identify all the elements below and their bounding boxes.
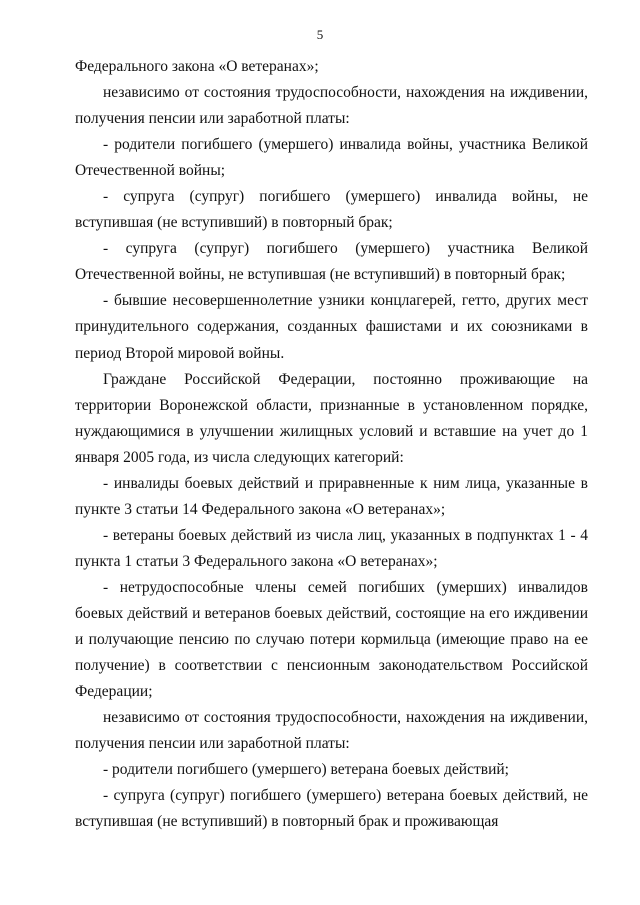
list-item: - нетрудоспособные члены семей погибших (умерших) инвалидов боевых действий и ветеранов боевых действий, состоящие на его иждивении и получающие пенсию по случаю потери кормильца (имеющие право на ее получение) в соответствии с пенсионным законодательством Российской Федерации; [75,578,588,701]
list-item: - инвалиды боевых действий и приравненные к ним лица, указанные в пункте 3 статьи 14 Федерального закона «О ветеранах»; [75,474,588,518]
paragraph: Федерального закона «О ветеранах»; [75,58,319,75]
list-item: - супруга (супруг) погибшего (умершего) участника Великой Отечественной войны, не вступившая (не вступивший) в повторный брак; [75,240,588,284]
list-item: - супруга (супруг) погибшего (умершего) инвалида войны, не вступившая (не вступивший) в повторный брак; [75,188,588,232]
list-item: - бывшие несовершеннолетние узники концлагерей, гетто, других мест принудительного содержания, созданных фашистами и их союзниками в период Второй мировой войны. [75,292,588,362]
page-number: 5 [316,27,324,42]
paragraph: независимо от состояния трудоспособности, нахождения на иждивении, получения пенсии или заработной платы: [75,84,588,128]
paragraph: Граждане Российской Федерации, постоянно проживающие на территории Воронежской области, признанные в установленном порядке, нуждающимися в улучшении жилищных условий и вставшие на учет до 1 января 2005 года, из числа следующих категорий: [75,370,588,466]
paragraph: независимо от состояния трудоспособности, нахождения на иждивении, получения пенсии или заработной платы: [75,709,588,753]
list-item: - родители погибшего (умершего) ветерана боевых действий; [103,761,509,779]
list-item: - ветераны боевых действий из числа лиц, указанных в подпунктах 1 - 4 пункта 1 статьи 3 Федерального закона «О ветеранах»; [75,526,588,570]
list-item: - родители погибшего (умершего) инвалида войны, участника Великой Отечественной войны; [75,136,588,180]
document-body [75,54,588,835]
list-item: - супруга (супруг) погибшего (умершего) ветерана боевых действий, не вступившая (не вступивший) в повторный брак и проживающая [75,787,588,831]
